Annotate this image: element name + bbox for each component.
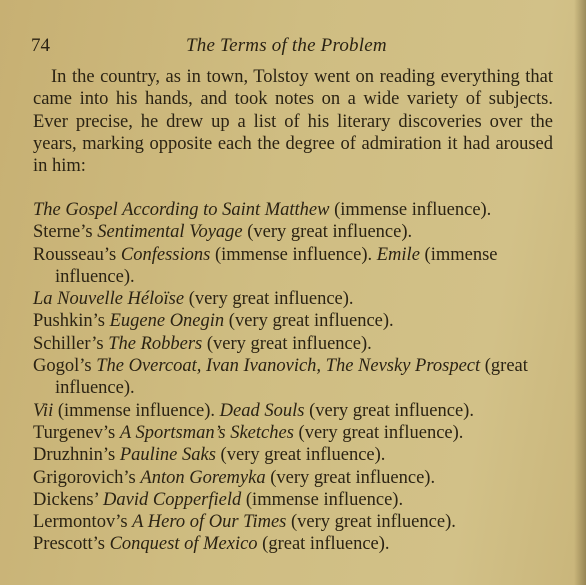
list-item xyxy=(33,333,555,355)
item-note-second: (immense influence). xyxy=(55,244,498,287)
item-title: Sentimental Voyage xyxy=(97,222,243,243)
list-item xyxy=(33,310,555,332)
list-item xyxy=(33,288,555,310)
item-title: Vii xyxy=(33,400,54,421)
item-author: Dickens’ xyxy=(33,489,104,510)
item-note: (immense influence). xyxy=(53,400,220,421)
list-item xyxy=(33,444,555,466)
list-item xyxy=(33,467,555,489)
item-author: Prescott’s xyxy=(33,534,110,555)
item-note: (immense influence). xyxy=(329,200,492,220)
list-item xyxy=(33,511,555,533)
item-author: Rousseau’s xyxy=(33,244,121,265)
item-note: (very great influence). xyxy=(265,467,436,488)
list-item xyxy=(33,199,555,221)
item-author: Sterne’s xyxy=(33,222,98,243)
item-title-second: Dead Souls xyxy=(219,400,305,421)
item-note: (immense influence). xyxy=(210,244,377,265)
item-note: (very great influence). xyxy=(286,512,456,533)
item-title: David Copperfield xyxy=(103,489,242,510)
item-title: La Nouvelle Héloïse xyxy=(33,289,185,310)
item-title: Anton Goremyka xyxy=(140,467,266,488)
page-number: 74 xyxy=(31,35,50,56)
item-note: (great influence). xyxy=(257,534,390,555)
intro-paragraph: In the country, as in town, Tolstoy went on reading everything that came into his hands, and took notes on a wide variety of subjects. Ever precise, he drew up a list of his literary discoveries over the years, marking opposite each the degree of admiration it had aroused in him: xyxy=(33,67,553,177)
item-note: (immense influence). xyxy=(241,489,404,510)
item-note: (very great influence). xyxy=(202,333,372,354)
item-note: (very great influence). xyxy=(184,289,354,310)
list-item xyxy=(33,422,555,444)
item-author: Schiller’s xyxy=(33,333,109,354)
list-item xyxy=(33,221,555,243)
item-note: (very great influence). xyxy=(215,445,386,466)
item-title: A Sportsman’s Sketches xyxy=(119,422,294,443)
item-note: (great influence). xyxy=(55,356,528,399)
item-note: (very great influence). xyxy=(242,222,413,243)
list-item xyxy=(33,400,555,422)
item-title: The Gospel According to Saint Matthew xyxy=(33,200,330,220)
item-note-second: (very great influence). xyxy=(304,400,474,421)
item-note: (very great influence). xyxy=(293,422,464,443)
item-author: Lermontov’s xyxy=(33,512,133,533)
item-author: Grigorovich’s xyxy=(33,467,141,488)
list-item xyxy=(33,355,555,400)
item-title: The Overcoat, Ivan Ivanovich, The Nevsky Prospect xyxy=(96,356,481,377)
list-item xyxy=(33,533,555,555)
item-title: Eugene Onegin xyxy=(109,311,225,332)
item-title: A Hero of Our Times xyxy=(132,512,287,533)
list-item xyxy=(33,244,555,289)
item-author: Druzhnin’s xyxy=(33,445,120,466)
item-title-second: Emile xyxy=(376,244,420,265)
item-title: The Robbers xyxy=(108,333,203,354)
list-item xyxy=(33,489,555,511)
item-title: Conquest of Mexico xyxy=(109,534,258,555)
item-title: Pauline Saks xyxy=(119,445,216,466)
page-gutter-shadow xyxy=(574,0,586,585)
running-head: The Terms of the Problem xyxy=(186,35,387,56)
item-author: Pushkin’s xyxy=(33,311,110,332)
item-title: Confessions xyxy=(120,244,211,265)
item-author: Gogol’s xyxy=(33,356,97,377)
reading-list xyxy=(33,199,555,556)
item-note: (very great influence). xyxy=(224,311,394,332)
item-author: Turgenev’s xyxy=(33,422,120,443)
